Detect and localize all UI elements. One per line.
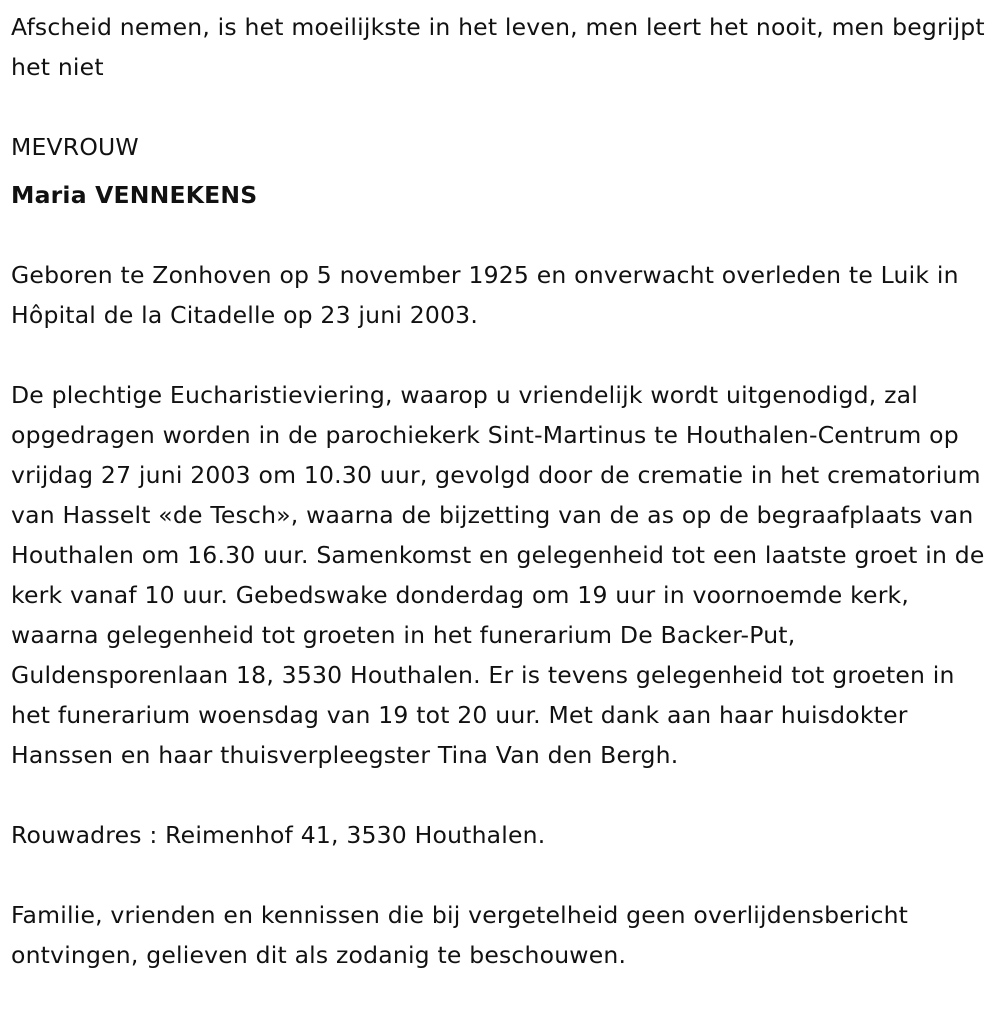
spacer bbox=[11, 335, 986, 375]
honorific-title: MEVROUW bbox=[11, 133, 139, 161]
spacer bbox=[11, 215, 986, 255]
deceased-name: Maria VENNEKENS bbox=[11, 181, 258, 209]
opening-quote: Afscheid nemen, is het moeilijkste in het leven, men leert het nooit, men begrijpt het niet bbox=[11, 13, 985, 81]
closing-paragraph: Familie, vrienden en kennissen die bij vergetelheid geen overlijdensbericht ontvingen, gelieven dit als zodanig te beschouwen. bbox=[11, 901, 909, 969]
spacer bbox=[11, 775, 986, 815]
ceremony-paragraph: De plechtige Eucharistieviering, waarop u vriendelijk wordt uitgenodigd, zal opgedragen worden in de parochiekerk Sint-Martinus te Houthalen-Centrum op vrijdag 27 juni 2003 om 10.30 uur, gevolgd door de crematie in het crematorium van Hasselt «de Tesch», waarna de bijzetting van de as op de begraafplaats van Houthalen om 16.30 uur. Samenkomst en gelegenheid tot een laatste groet in de kerk vanaf 10 uur. Gebedswake donderdag om 19 uur in voornoemde kerk, waarna gelegenheid tot groeten in het funerarium De Backer-Put, Guldensporenlaan 18, 3530 Houthalen. Er is tevens gelegenheid tot groeten in het funerarium woensdag van 19 tot 20 uur. Met dank aan haar huisdokter Hanssen en haar thuisverpleegster Tina Van den Bergh. bbox=[11, 381, 985, 769]
birth-death-paragraph: Geboren te Zonhoven op 5 november 1925 en onverwacht overleden te Luik in Hôpital de la Citadelle op 23 juni 2003. bbox=[11, 261, 959, 329]
spacer bbox=[11, 87, 986, 127]
spacer bbox=[11, 855, 986, 895]
mourning-address: Rouwadres : Reimenhof 41, 3530 Houthalen. bbox=[11, 821, 546, 849]
